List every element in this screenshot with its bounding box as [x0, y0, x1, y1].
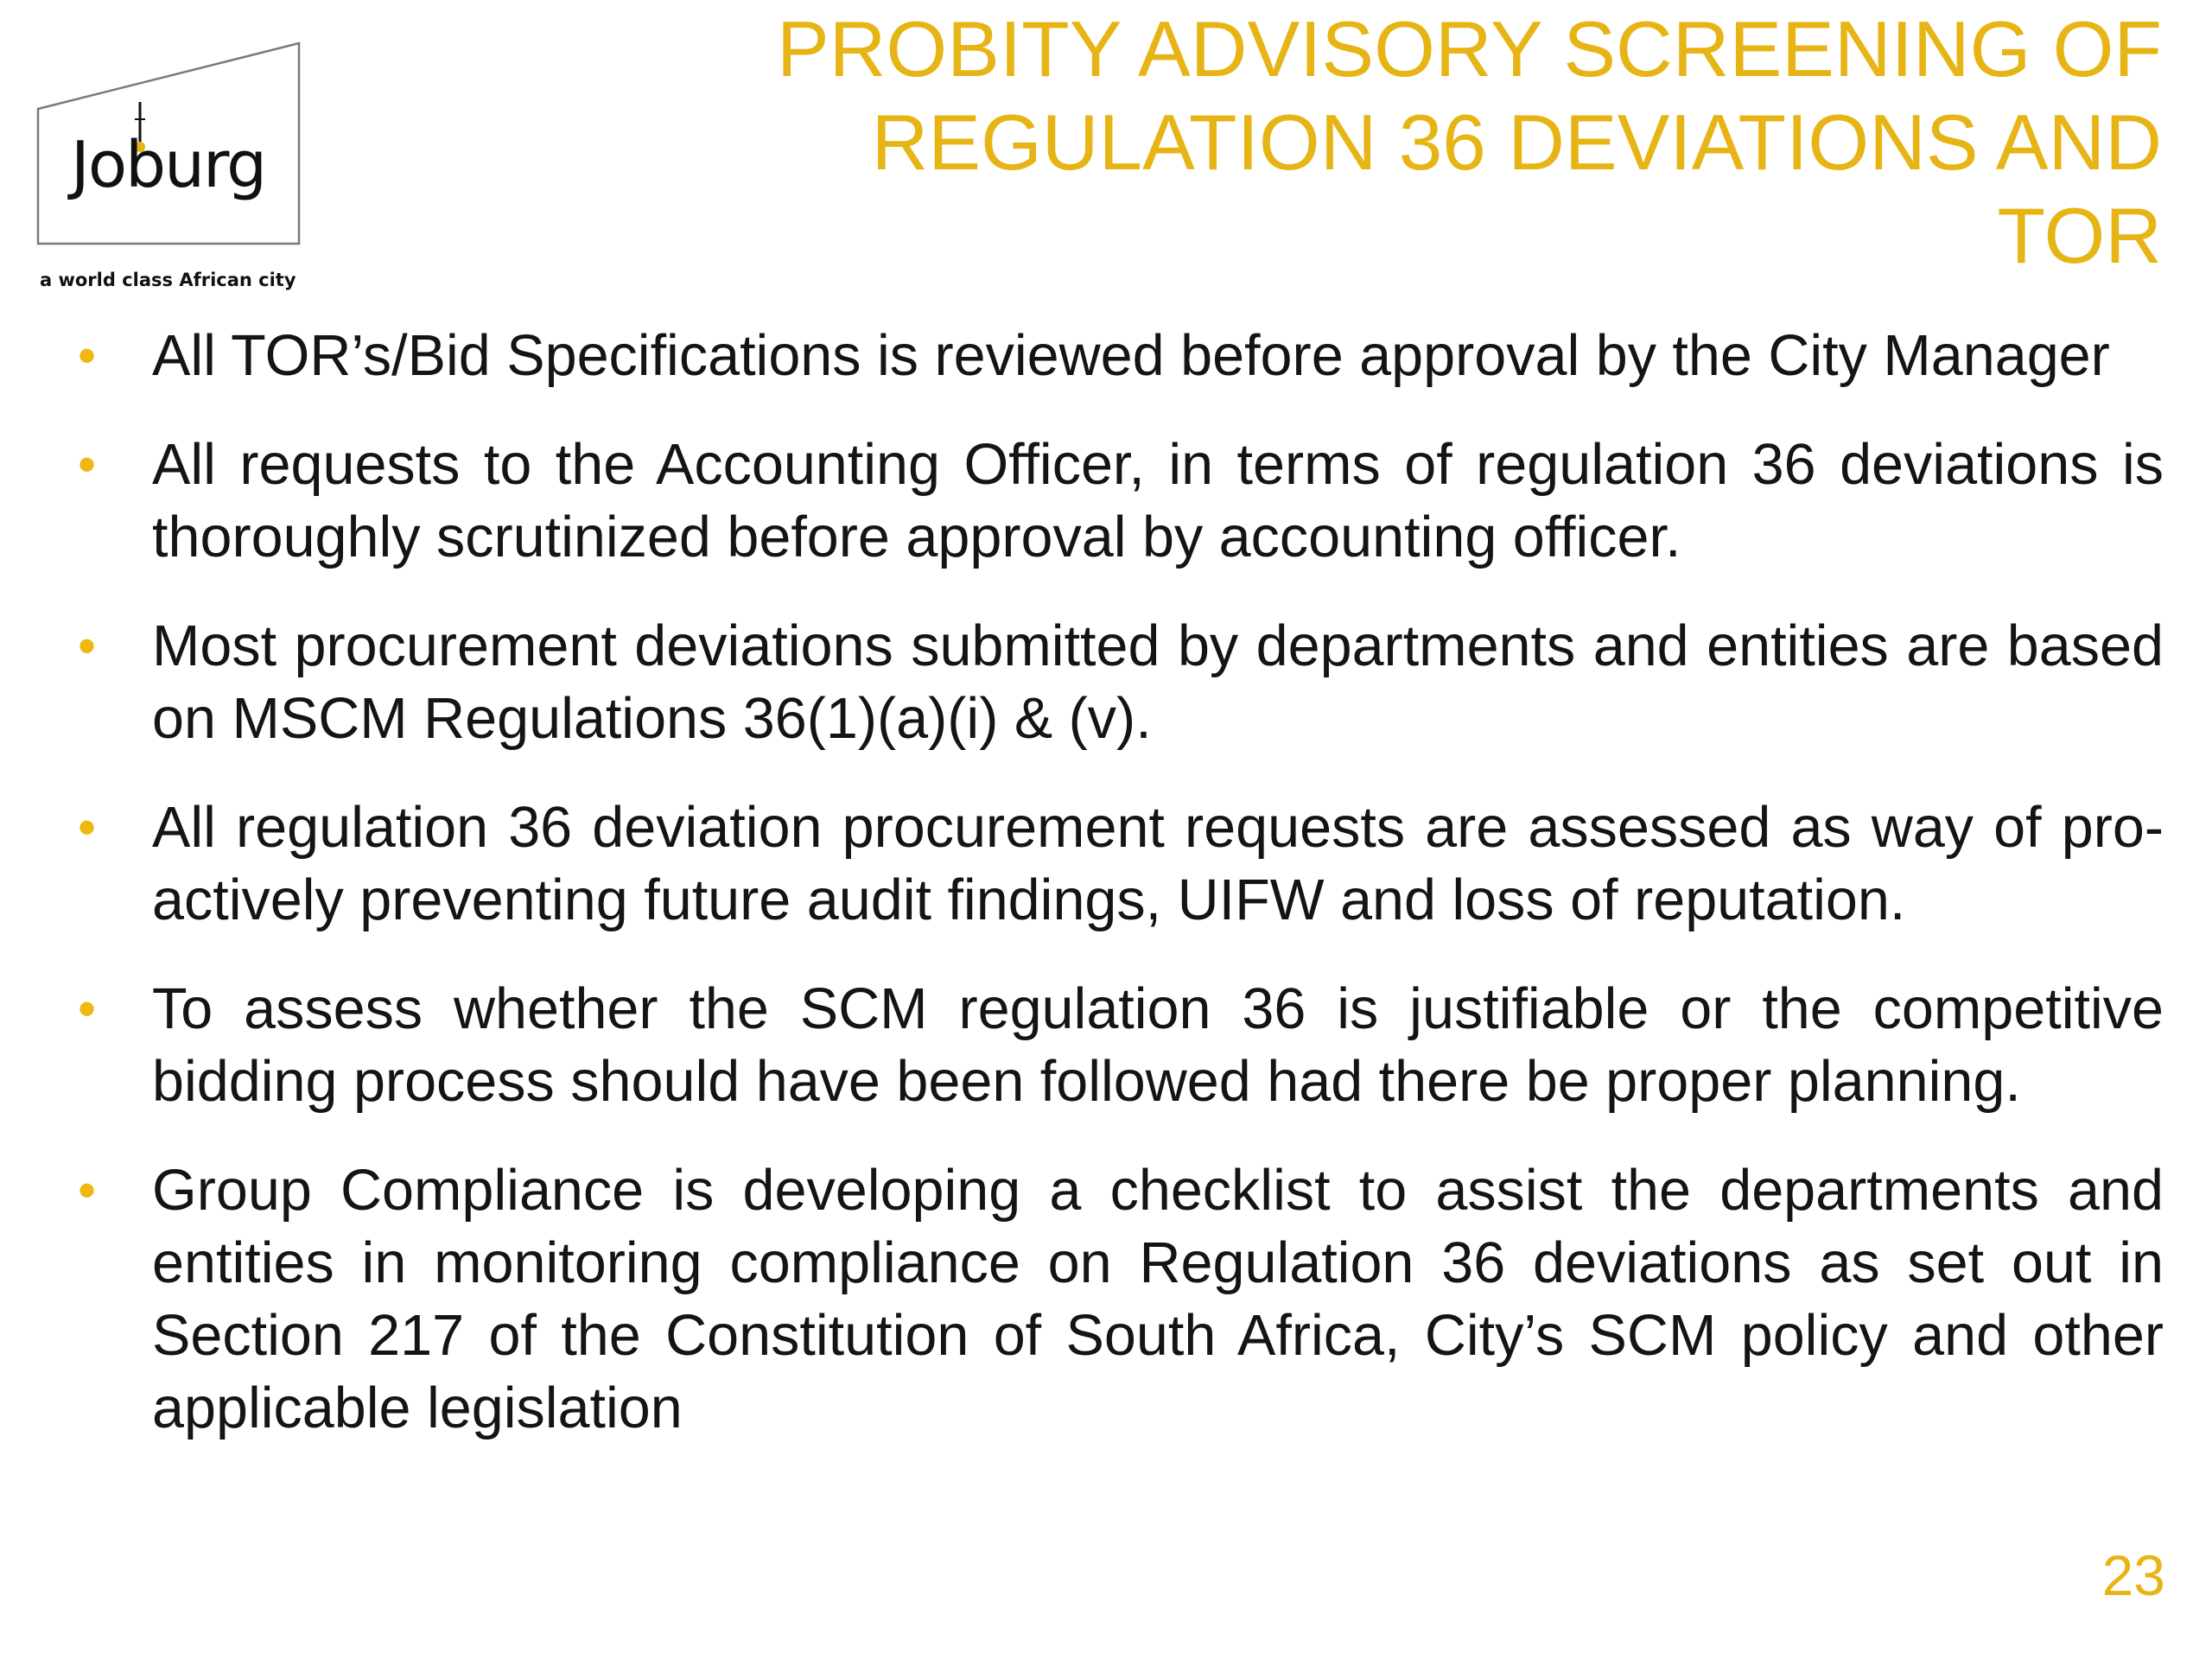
- bullet-text: Group Compliance is developing a checklist to assist the departments and entities in monitoring compliance on Regulation 36 deviations as set out in Section 217 of the Constitution of South Africa, City’s SCM policy and other applicable legislation: [152, 1159, 2164, 1440]
- title-line-2: REGULATION 36 DEVIATIONS AND TOR: [871, 99, 2162, 280]
- joburg-logo: [35, 40, 311, 299]
- bullet-item: [69, 973, 2164, 1118]
- bullet-item: [69, 320, 2164, 392]
- bullet-icon: •: [78, 617, 97, 675]
- bullet-item: [69, 429, 2164, 574]
- bullet-icon: •: [78, 1161, 97, 1219]
- bullet-icon: •: [78, 798, 97, 856]
- logo-tagline: a world class African city: [40, 270, 296, 290]
- slide-title: [693, 3, 2162, 283]
- bullet-text: Most procurement deviations submitted by departments and entities are based on MSCM Regulations 36(1)(a)(i) & (v).: [152, 614, 2164, 751]
- bullet-item: [69, 610, 2164, 755]
- bullet-icon: •: [78, 980, 97, 1038]
- bullet-icon: •: [78, 327, 97, 385]
- title-line-1: PROBITY ADVISORY SCREENING OF: [776, 6, 2162, 93]
- bullet-text: All regulation 36 deviation procurement requests are assessed as way of pro-actively preventing future audit findings, UIFW and loss of reputation.: [152, 796, 2164, 932]
- logo-wordmark: Joburg: [71, 128, 266, 202]
- bullet-item: [69, 1154, 2164, 1445]
- bullet-text: All requests to the Accounting Officer, in terms of regulation 36 deviations is thoroughly scrutinized before approval by accounting officer.: [152, 433, 2164, 569]
- bullet-list: [69, 320, 2164, 1481]
- bullet-icon: •: [78, 435, 97, 493]
- bullet-text: All TOR’s/Bid Specifications is reviewed before approval by the City Manager: [152, 324, 2110, 388]
- bullet-item: [69, 791, 2164, 937]
- bullet-text: To assess whether the SCM regulation 36 is justifiable or the competitive bidding process should have been followed had there be proper planning.: [152, 977, 2164, 1114]
- page-number: 23: [2101, 1543, 2165, 1607]
